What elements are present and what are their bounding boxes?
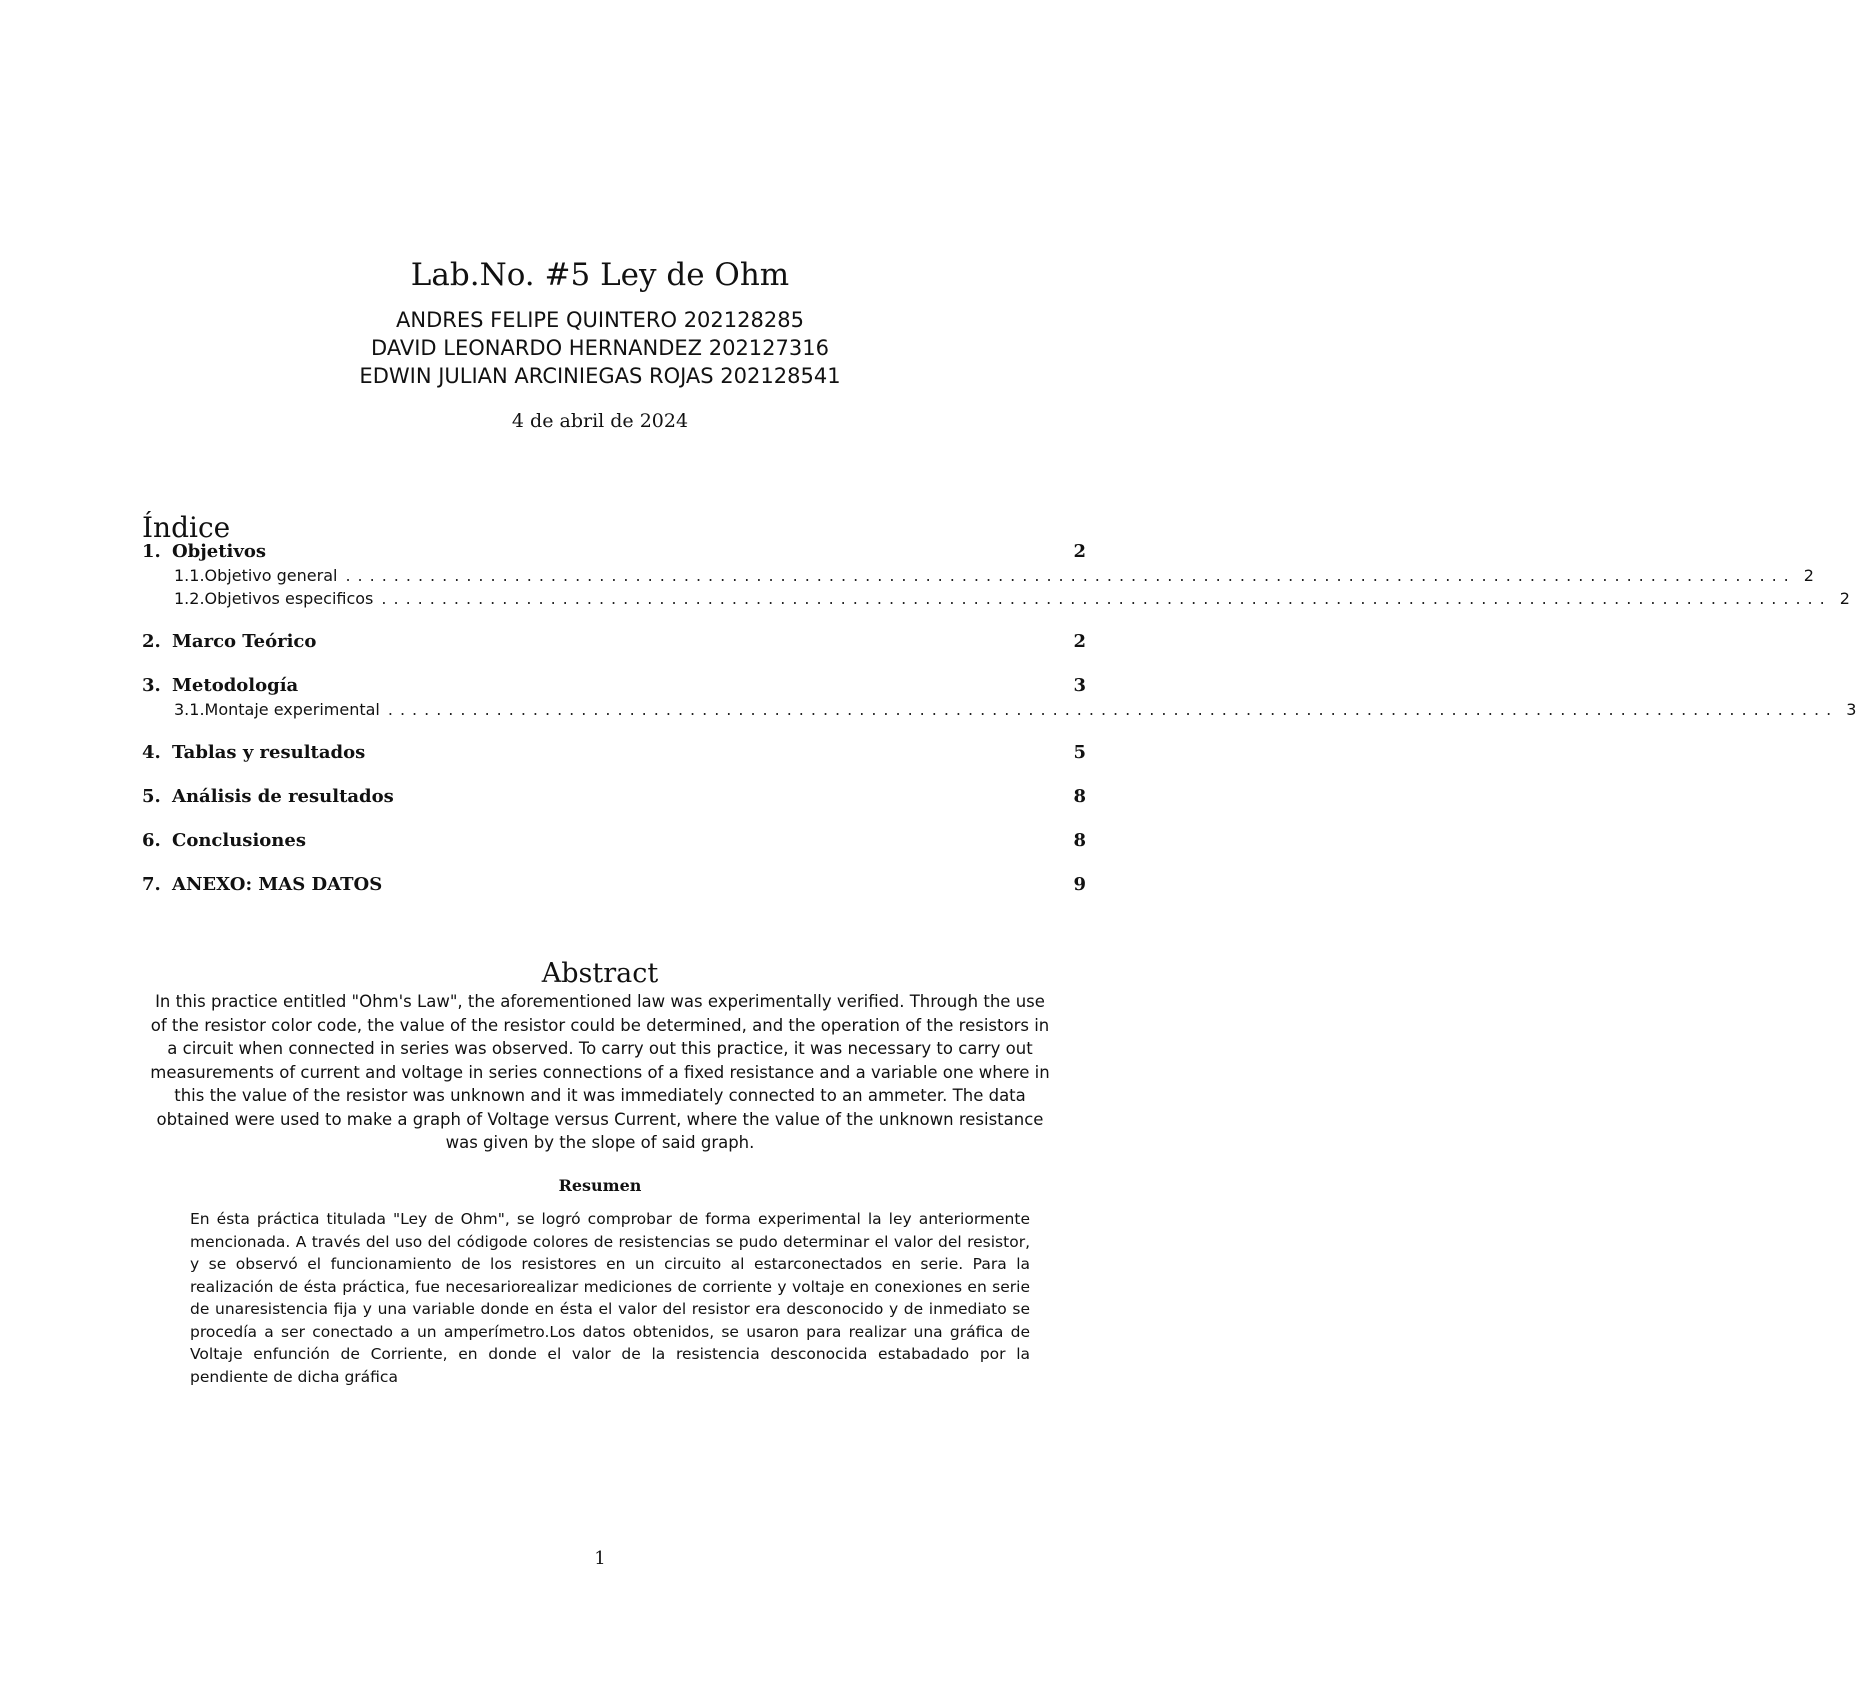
author-name: DAVID LEONARDO HERNANDEZ 202127316 — [371, 336, 829, 360]
toc-entry-page: 3 — [1846, 700, 1856, 719]
resumen-text: En ésta práctica titulada "Ley de Ohm", se logró comprobar de forma experimental la ley anteriormente mencionada. A través del uso del códigode colores de resistencias se pudo determinar el valor del resistor, y se observó el funcionamiento de los resistores en un circuito al estarconectados en serie. Para la realización de ésta práctica, fue necesariorealizar mediciones de corriente y voltaje en conexiones en serie de unaresistencia fija y una variable donde en ésta el valor del resistor era desconocido y de inmediato se procedía a ser conectado a un amperímetro.Los datos obtenidos, se usaron para realizar una gráfica de Voltaje enfunción de Corriente, en donde el valor de la resistencia desconocida estabadado por la pendiente de dicha gráfica — [190, 1210, 1030, 1386]
author-list — [0, 306, 1200, 390]
toc-section-entry[interactable] — [142, 674, 1086, 698]
toc-entry-page: 2 — [1073, 541, 1086, 562]
toc-entry-page: 8 — [1073, 786, 1086, 807]
author-name: EDWIN JULIAN ARCINIEGAS ROJAS 202128541 — [359, 364, 841, 388]
toc-section-entry[interactable] — [142, 873, 1086, 897]
toc-entry-label: Marco Teórico — [172, 631, 317, 652]
document-title: Lab.No. #5 Ley de Ohm — [410, 256, 790, 293]
toc-subsection-entry[interactable] — [142, 587, 1850, 610]
toc-entry-number: 1.1. — [174, 566, 205, 585]
toc-heading: Índice — [142, 511, 231, 545]
toc-entry-number: 1. — [142, 541, 161, 562]
abstract-text: In this practice entitled "Ohm's Law", the aforementioned law was experimentally verified. Through the use of the resistor color code, the value of the resistor could be determined, and the operation of the resistors in a circuit when connected in series was observed. To carry out this practice, it was necessary to carry out measurements of current and voltage in series connections of a fixed resistance and a variable one where in this the value of the resistor was unknown and it was immediately connected to an ammeter. The data obtained were used to make a graph of Voltage versus Current, where the value of the unknown resistance was given by the slope of said graph. — [150, 992, 1050, 1152]
toc-section-entry[interactable] — [142, 540, 1086, 564]
toc-entry-label: Conclusiones — [172, 830, 306, 851]
toc-subsection-entry[interactable] — [142, 698, 1856, 721]
toc-section-entry[interactable] — [142, 741, 1086, 765]
toc-subsection-entry[interactable] — [142, 564, 1814, 587]
toc-entry-number: 5. — [142, 786, 161, 807]
toc-entry-number: 3.1. — [174, 700, 205, 719]
toc-entry-page: 9 — [1073, 874, 1086, 895]
toc-entry-number: 2. — [142, 631, 161, 652]
toc-entry-number: 6. — [142, 830, 161, 851]
toc-leader-dots: ........................................................................................................................ — [387, 700, 1839, 719]
toc-entry-page: 3 — [1073, 675, 1086, 696]
toc-entry-label: Montaje experimental — [204, 700, 380, 719]
toc-entry-label: Análisis de resultados — [172, 786, 394, 807]
document-date: 4 de abril de 2024 — [511, 410, 689, 432]
toc-entry-page: 2 — [1803, 566, 1814, 585]
toc-entry-label: Objetivos — [172, 541, 266, 562]
toc-entry-number: 3. — [142, 675, 161, 696]
toc-entry-page: 2 — [1073, 631, 1086, 652]
table-of-contents — [142, 540, 1856, 897]
toc-entry-label: ANEXO: MAS DATOS — [172, 874, 383, 895]
page-number: 1 — [594, 1548, 606, 1569]
toc-section-entry[interactable] — [142, 630, 1086, 654]
toc-entry-label: Objetivos especificos — [204, 589, 374, 608]
toc-entry-label: Metodología — [172, 675, 299, 696]
toc-entry-label: Tablas y resultados — [172, 742, 366, 763]
toc-section-entry[interactable] — [142, 829, 1086, 853]
resumen-heading: Resumen — [558, 1176, 642, 1195]
toc-section-entry[interactable] — [142, 785, 1086, 809]
toc-entry-number: 4. — [142, 742, 161, 763]
toc-entry-page: 5 — [1073, 742, 1086, 763]
toc-entry-page: 8 — [1073, 830, 1086, 851]
author-name: ANDRES FELIPE QUINTERO 202128285 — [396, 308, 804, 332]
toc-leader-dots: ........................................................................................................................ — [345, 566, 1796, 585]
toc-entry-page: 2 — [1839, 589, 1850, 608]
toc-entry-label: Objetivo general — [204, 566, 338, 585]
toc-entry-number: 1.2. — [174, 589, 205, 608]
toc-entry-number: 7. — [142, 874, 161, 895]
abstract-heading: Abstract — [541, 958, 659, 990]
toc-leader-dots: ........................................................................................................................ — [381, 589, 1832, 608]
